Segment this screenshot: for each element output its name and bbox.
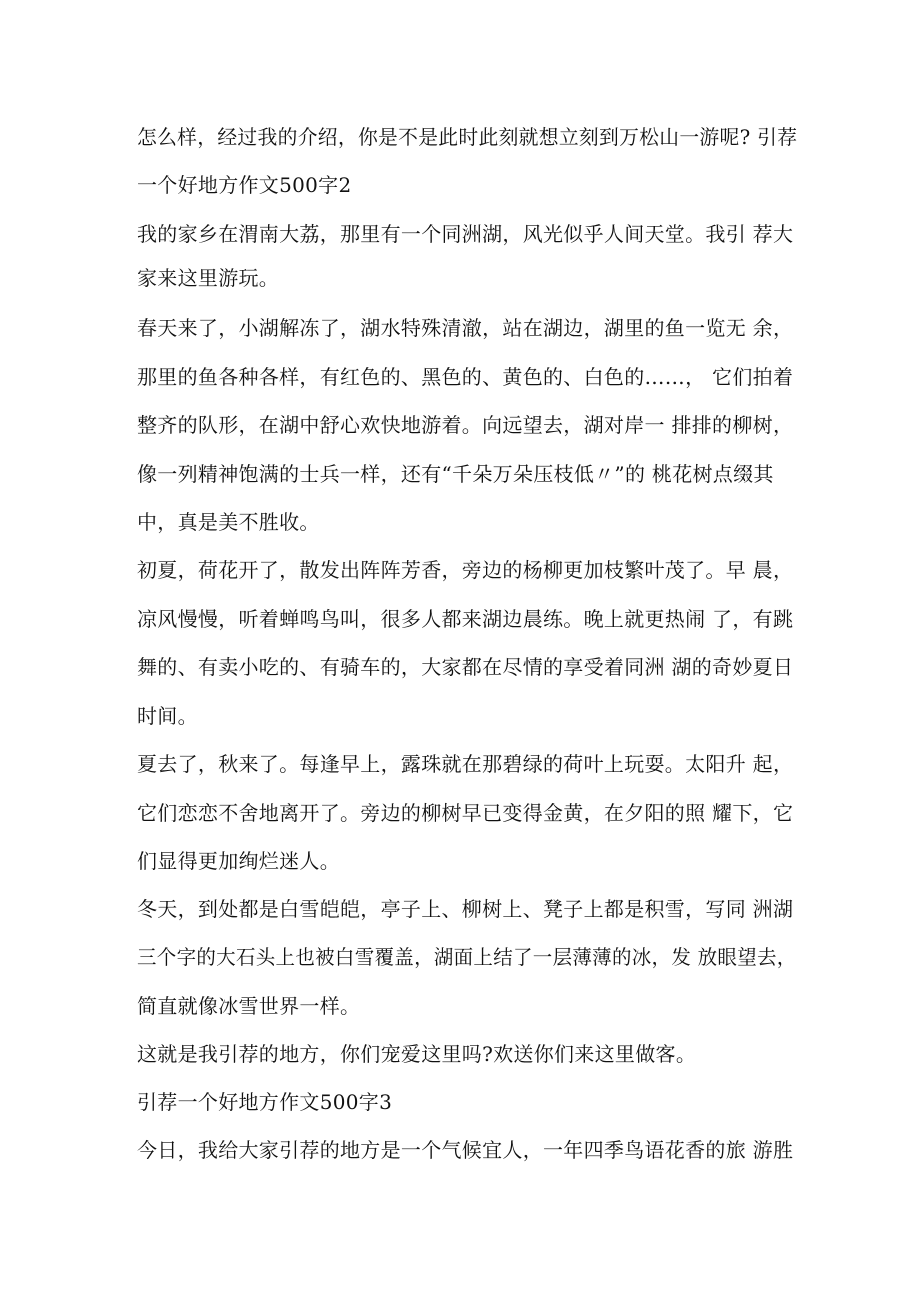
text-line: 家来这里游玩。 <box>137 266 280 290</box>
text-line: 那里的鱼各种各样，有红色的、黑色的、黄色的、白色的……， 它们拍着 <box>137 365 794 389</box>
text-line: 夏去了，秋来了。每逢早上，露珠就在那碧绿的荷叶上玩耍。太阳升 起， <box>137 752 794 776</box>
text-line: 初夏，荷花开了，散发出阵阵芳香，旁边的杨柳更加枝繁叶茂了。早 晨， <box>137 558 794 582</box>
text-line: 怎么样，经过我的介绍，你是不是此时此刻就想立刻到万松山一游呢? 引荐 <box>137 125 798 149</box>
text-line: 三个字的大石头上也被白雪覆盖，湖面上结了一层薄薄的冰，发 放眼望去， <box>137 945 797 969</box>
text-line: 我的家乡在渭南大荔，那里有一个同洲湖，风光似乎人间天堂。我引 荐大 <box>137 222 794 246</box>
text-line: 冬天，到处都是白雪皑皑，亭子上、柳树上、凳子上都是积雪，写同 洲湖 <box>137 897 794 921</box>
text-line: 简直就像冰雪世界一样。 <box>137 994 361 1018</box>
text-line: 整齐的队形，在湖中舒心欢快地游着。向远望去，湖对岸一 排排的柳树， <box>137 413 794 437</box>
text-line: 舞的、有卖小吃的、有骑车的，大家都在尽情的享受着同洲 湖的奇妙夏日 <box>137 655 794 679</box>
text-line: 春天来了，小湖解冻了，湖水特殊清澈，站在湖边，湖里的鱼一览无 余， <box>137 316 794 340</box>
text-line: 今日，我给大家引荐的地方是一个气候宜人，一年四季鸟语花香的旅 游胜 <box>137 1138 794 1162</box>
text-line: 们显得更加绚烂迷人。 <box>137 849 340 873</box>
text-line: 像一列精神饱满的士兵一样，还有“千朵万朵压枝低〃”的 桃花树点缀其 <box>137 462 774 486</box>
text-line: 中，真是美不胜收。 <box>137 510 320 534</box>
text-line: 时间。 <box>137 704 198 728</box>
text-line: 它们恋恋不舍地离开了。旁边的柳树早已变得金黄，在夕阳的照 耀下，它 <box>137 801 794 825</box>
section-heading: 一个好地方作文500字2 <box>137 173 352 197</box>
text-line: 这就是我引荐的地方，你们宠爱这里吗?欢送你们来这里做客。 <box>137 1042 697 1066</box>
text-line: 凉风慢慢，听着蝉鸣鸟叫，很多人都来湖边晨练。晚上就更热闹 了，有跳 <box>137 607 794 631</box>
section-heading: 引荐一个好地方作文500字3 <box>137 1090 393 1114</box>
